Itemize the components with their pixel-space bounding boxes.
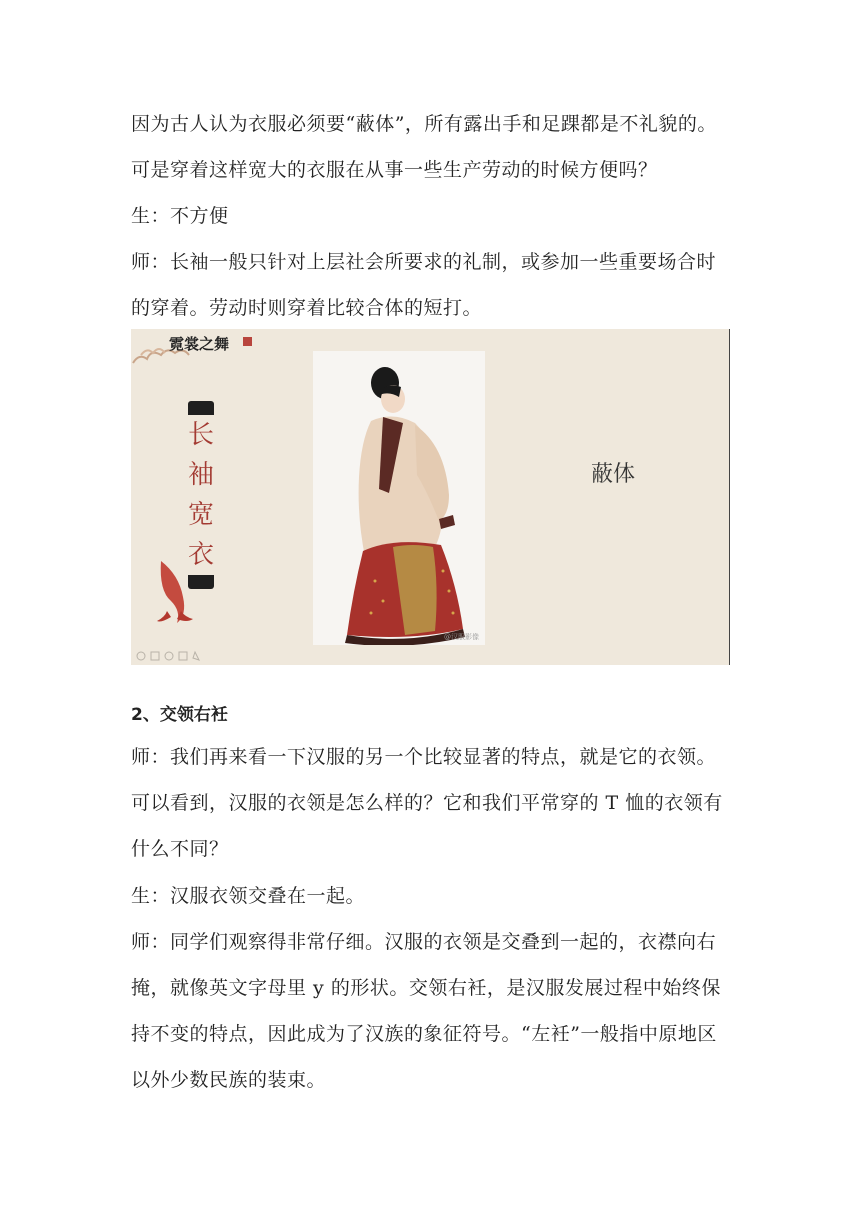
vertical-char: 衣: [187, 540, 214, 570]
hanfu-photo: [313, 351, 485, 645]
vertical-char: 宽: [187, 500, 214, 530]
seal-stamp-icon: [243, 337, 252, 346]
paragraph-teacher-collar: 师：同学们观察得非常仔细。汉服的衣领是交叠到一起的，衣襟向右掩，就像英文字母里 y 的形状。交领右衽，是汉服发展过程中始终保持不变的特点，因此成为了汉族的象征符号。“左衽”一般指中原地区以外少数民族的装束。: [131, 931, 721, 1091]
section-heading: 2、交领右衽: [131, 705, 228, 725]
paragraph-student-answer-1: 生：不方便: [131, 205, 229, 227]
bracket-top-icon: [188, 401, 214, 415]
slide-toolbar-icons: [135, 650, 205, 662]
photo-watermark: @汉服影像: [444, 633, 479, 641]
vertical-char: 袖: [187, 460, 214, 490]
paragraph-collar-question: 师：我们再来看一下汉服的另一个比较显著的特点，就是它的衣领。可以看到，汉服的衣领是怎么样的？它和我们平常穿的 T 恤的衣领有什么不同？: [131, 746, 723, 860]
vertical-char: 长: [187, 420, 214, 450]
paragraph-intro: 因为古人认为衣服必须要“蔽体”，所有露出手和足踝都是不礼貌的。可是穿着这样宽大的衣服在从事一些生产劳动的时候方便吗？: [131, 113, 717, 181]
slide-image: [131, 329, 730, 665]
koi-fish-icon: [151, 557, 201, 627]
slide-title: 霓裳之舞: [169, 335, 230, 353]
paragraph-teacher-sleeves: 师：长袖一般只针对上层社会所要求的礼制，或参加一些重要场合时的穿着。劳动时则穿着比较合体的短打。: [131, 251, 717, 319]
paragraph-student-answer-2: 生：汉服衣领交叠在一起。: [131, 885, 366, 907]
hanfu-figure-icon: [313, 351, 485, 645]
slide-label: 蔽体: [591, 462, 636, 487]
